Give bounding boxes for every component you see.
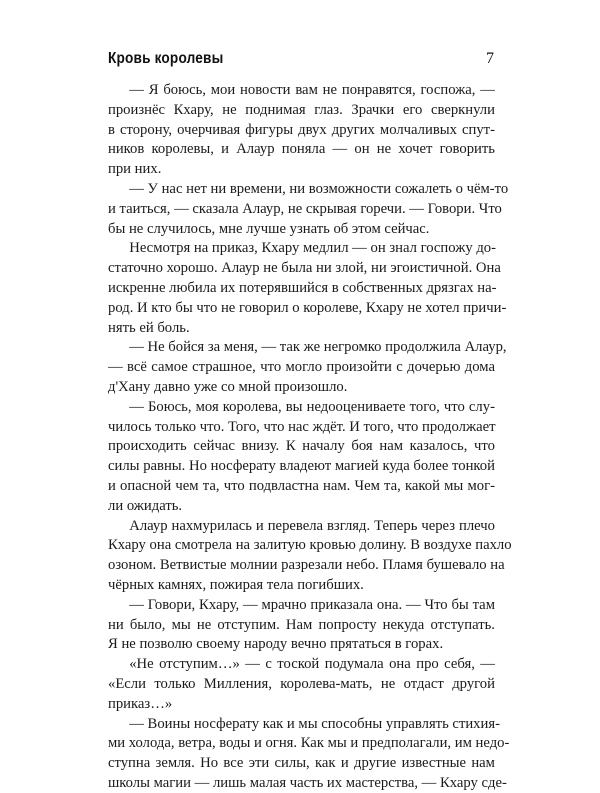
text-line: озоном. Ветвистые молнии разрезали небо. Пламя бушевало на xyxy=(108,556,505,574)
text-line: — У нас нет ни времени, ни возможности сожалеть о чём-то xyxy=(129,179,509,197)
text-line: род. И кто бы что не говорил о королеве, Кхару не хотел причи- xyxy=(108,298,507,316)
text-line: ступна земля. Но все эти силы, как и другие известные нам xyxy=(108,754,495,772)
text-line: — Не бойся за меня, — так же негромко продолжила Алаур, xyxy=(129,338,507,356)
text-line: Алаур нахмурилась и перевела взгляд. Теперь через плечо xyxy=(129,516,495,534)
running-title: Кровь королевы xyxy=(108,50,224,67)
text-line: нять ей боль. xyxy=(108,318,190,336)
text-line: и таиться, — сказала Алаур, не скрывая горечи. — Говори. Что xyxy=(108,199,502,217)
text-line: «Не отступим…» — с тоской подумала она про себя, — xyxy=(129,655,495,673)
text-line: ни было, мы не отступим. Нам попросту некуда отступать. xyxy=(108,615,495,633)
text-line: чилось только что. Того, что нас ждёт. И того, что продолжает xyxy=(108,417,496,435)
text-line: ников королевы, и Алаур поняла — он не хочет говорить xyxy=(108,140,495,158)
text-line: Кхару она смотрела на залитую кровью долину. В воздухе пахло xyxy=(108,536,512,554)
text-line: силы равны. Но носферату владеют магией куда более тонкой xyxy=(108,457,495,475)
text-line: — Воины носферату как и мы способны управлять стихия- xyxy=(129,714,500,732)
text-line: «Если только Милления, королева-мать, не отдаст другой xyxy=(108,674,495,692)
page-number: 7 xyxy=(486,50,494,67)
page-header xyxy=(108,50,494,72)
text-line: ли ожидать. xyxy=(108,496,183,514)
text-line: школы магии — лишь малая часть их мастерства, — Кхару сде- xyxy=(108,773,507,791)
text-line: ми холода, ветра, воды и огня. Как мы и предполагали, им недо- xyxy=(108,734,510,752)
text-line: и опасной чем та, что подвластна нам. Чем та, какой мы мог- xyxy=(108,476,495,494)
text-line: произнёс Кхару, не поднимая глаз. Зрачки его сверкнули xyxy=(108,100,495,118)
text-line: чёрных камнях, пожирая тела погибших. xyxy=(108,575,364,593)
text-line: д'Хану давно уже со мной произошло. xyxy=(108,377,348,395)
body-text xyxy=(108,80,512,793)
text-line: — Я боюсь, мои новости вам не понравятся, госпожа, — xyxy=(129,81,495,98)
text-line: — Говори, Кхару, — мрачно приказала она. — Что бы там xyxy=(129,595,495,613)
text-line: при них. xyxy=(108,160,162,178)
text-line: — всё самое страшное, что могло произойти с дочерью дома xyxy=(108,358,495,376)
text-line: в сторону, очерчивая фигуры двух других молчаливых спут- xyxy=(108,120,495,138)
text-line: — Боюсь, моя королева, вы недооцениваете того, что слу- xyxy=(129,397,495,415)
text-line: Несмотря на приказ, Кхару медлил — он знал госпожу до- xyxy=(129,239,497,257)
text-line: искренне любила их потерявшийся в собственных дрязгах на- xyxy=(108,278,497,296)
text-line: бы не случилось, мне лучше узнать об этом сейчас. xyxy=(108,219,430,237)
text-line: Я не позволю своему народу вечно прятаться в горах. xyxy=(108,635,444,653)
text-line: статочно хорошо. Алаур не была ни злой, ни эгоистичной. Она xyxy=(108,259,501,277)
text-line: происходить сейчас внизу. К началу боя нам казалось, что xyxy=(108,437,495,455)
text-line: приказ…» xyxy=(108,694,173,712)
